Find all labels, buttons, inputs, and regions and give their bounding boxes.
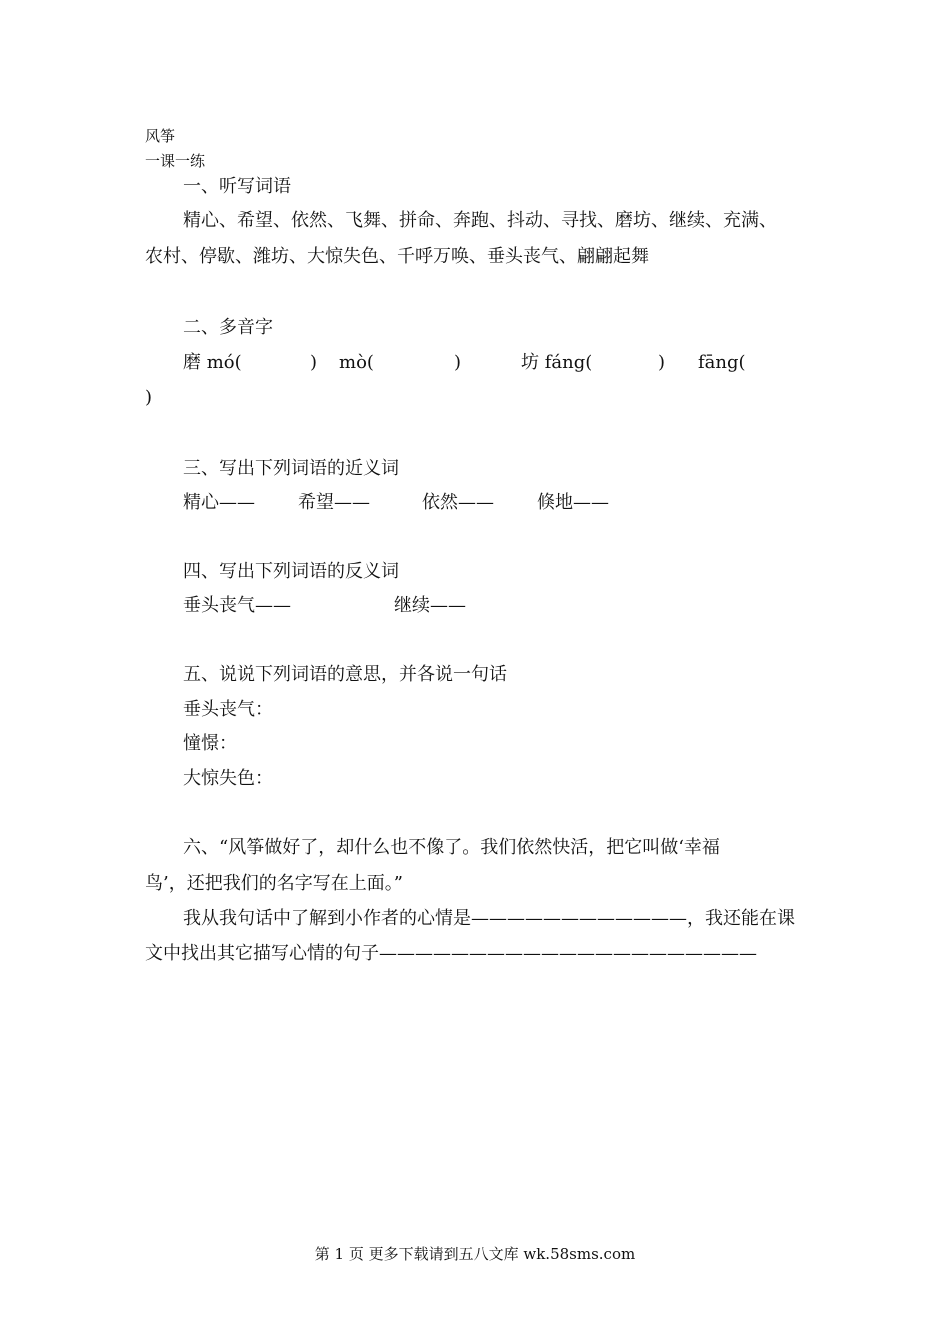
document-title: 风筝	[145, 127, 176, 145]
antonym-item: 垂头丧气——	[183, 595, 291, 616]
section-1-heading: 一、听写词语	[183, 176, 291, 197]
polyphone-item-mo4-close: )	[454, 352, 462, 373]
antonym-item: 继续——	[394, 595, 466, 616]
meaning-item: 垂头丧气：	[183, 699, 273, 720]
section-3-heading: 三、写出下列词语的近义词	[183, 458, 399, 479]
synonym-item: 依然——	[422, 492, 494, 513]
synonym-row	[0, 491, 950, 515]
polyphone-item-mo2-close: )	[310, 352, 318, 373]
section-6-line-3: 我从我句话中了解到小作者的心情是————————————，我还能在课	[183, 908, 795, 929]
meaning-item: 大惊失色：	[183, 768, 273, 789]
section-2-heading: 二、多音字	[183, 317, 273, 338]
synonym-item: 精心——	[183, 492, 255, 513]
section-1-words-line-2: 农村、停歇、潍坊、大惊失色、千呼万唤、垂头丧气、翩翩起舞	[145, 246, 649, 267]
page-footer: 第 1 页 更多下载请到五八文库 wk.58sms.com	[314, 1245, 636, 1263]
polyphone-row	[0, 351, 950, 375]
polyphone-item-mo2: 磨 mó(	[183, 352, 242, 373]
document-subtitle: 一课一练	[145, 152, 206, 170]
polyphone-item-fang1: fāng(	[698, 352, 746, 373]
section-6-line-2: 鸟’，还把我们的名字写在上面。”	[145, 873, 403, 894]
polyphone-item-fang1-close: )	[145, 387, 153, 408]
polyphone-item-mo4: mò(	[339, 352, 374, 373]
polyphone-item-fang2: 坊 fáng(	[521, 352, 593, 373]
section-4-heading: 四、写出下列词语的反义词	[183, 561, 399, 582]
synonym-item: 希望——	[298, 492, 370, 513]
synonym-item: 倏地——	[537, 492, 609, 513]
section-6-line-1: 六、“风筝做好了，却什么也不像了。我们依然快活，把它叫做‘幸福	[183, 837, 720, 858]
section-5-heading: 五、说说下列词语的意思，并各说一句话	[183, 664, 507, 685]
antonym-row	[0, 594, 950, 618]
polyphone-item-fang2-close: )	[658, 352, 666, 373]
section-1-words-line-1: 精心、希望、依然、飞舞、拼命、奔跑、抖动、寻找、磨坊、继续、充满、	[183, 210, 777, 231]
section-6-line-4: 文中找出其它描写心情的句子—————————————————————	[145, 943, 757, 964]
meaning-item: 憧憬：	[183, 733, 237, 754]
